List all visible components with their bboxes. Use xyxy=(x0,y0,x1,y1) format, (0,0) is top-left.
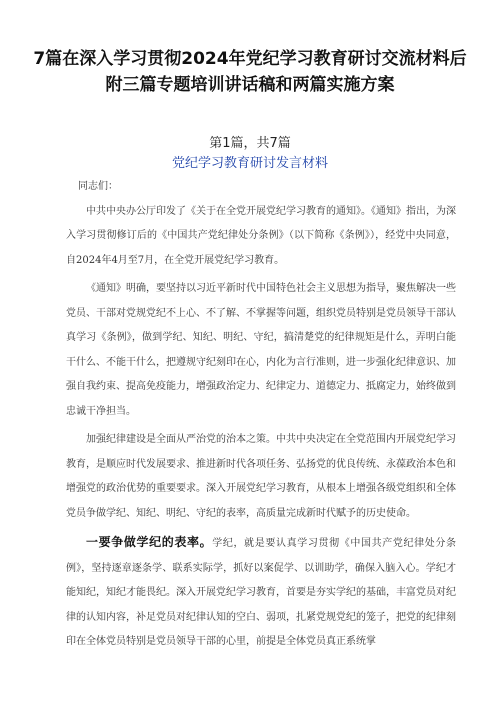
greeting: 同志们： xyxy=(78,181,118,192)
paragraph: 中共中央办公厅印发了《关于在全党开展党纪学习教育的通知》。《通知》指出，为深入学习贯彻修订后的《中国共产党纪律处分条例》（以下简称《条例》），经党中央同意，自2024年4月至7月，在全党开展党纪学习教育。 xyxy=(66,205,456,266)
section-title: 党纪学习教育研讨发言材料 xyxy=(171,156,328,171)
document-title: 7篇在深入学习贯彻2024年党纪学习教育研讨交流材料后附三篇专题培训讲话稿和两篇实施方案 xyxy=(33,49,467,95)
part-heading: 第1篇，共7篇 xyxy=(209,136,291,151)
paragraph-lead: 一要争做学纪的表率。 xyxy=(86,535,213,549)
document-body xyxy=(66,175,456,655)
paragraph-text: 学纪，就是要认真学习贯彻《中国共产党纪律处分条例》，坚持逐章逐条学、联系实际学，抓好以案促学、以训助学，确保入脑入心。学纪才能知纪，知纪才能畏纪。深入开展党纪学习教育，首要是夯实学纪的基础，丰富党员对纪律的认知内容，补足党员对纪律认知的空白、弱项，扎紧党规党纪的笼子，把党的纪律刻印在全体党员特别是党员领导干部的心里，前提是全体党员真正系统掌 xyxy=(66,538,456,647)
paragraph: 《通知》明确，要坚持以习近平新时代中国特色社会主义思想为指导，聚焦解决一些党员、干部对党规党纪不上心、不了解、不掌握等问题，组织党员特别是党员领导干部认真学习《条例》，做到学纪、知纪、明纪、守纪，搞清楚党的纪律规矩是什么，弄明白能干什么、不能干什么，把遵规守纪刻印在心，内化为言行准则，进一步强化纪律意识、加强自我约束、提高免疫能力，增强政治定力、纪律定力、道德定力、抵腐定力，始终做到忠诚干净担当。 xyxy=(66,283,456,417)
paragraph xyxy=(66,530,456,655)
paragraph: 加强纪律建设是全面从严治党的治本之策。中共中央决定在全党范围内开展党纪学习教育，是顺应时代发展要求、推进新时代各项任务、弘扬党的优良传统、永葆政治本色和增强党的政治优势的重要要求。深入开展党纪学习教育，从根本上增强各级党组织和全体党员争做学纪、知纪、明纪、守纪的表率，高质量完成新时代赋予的历史使命。 xyxy=(66,434,456,519)
